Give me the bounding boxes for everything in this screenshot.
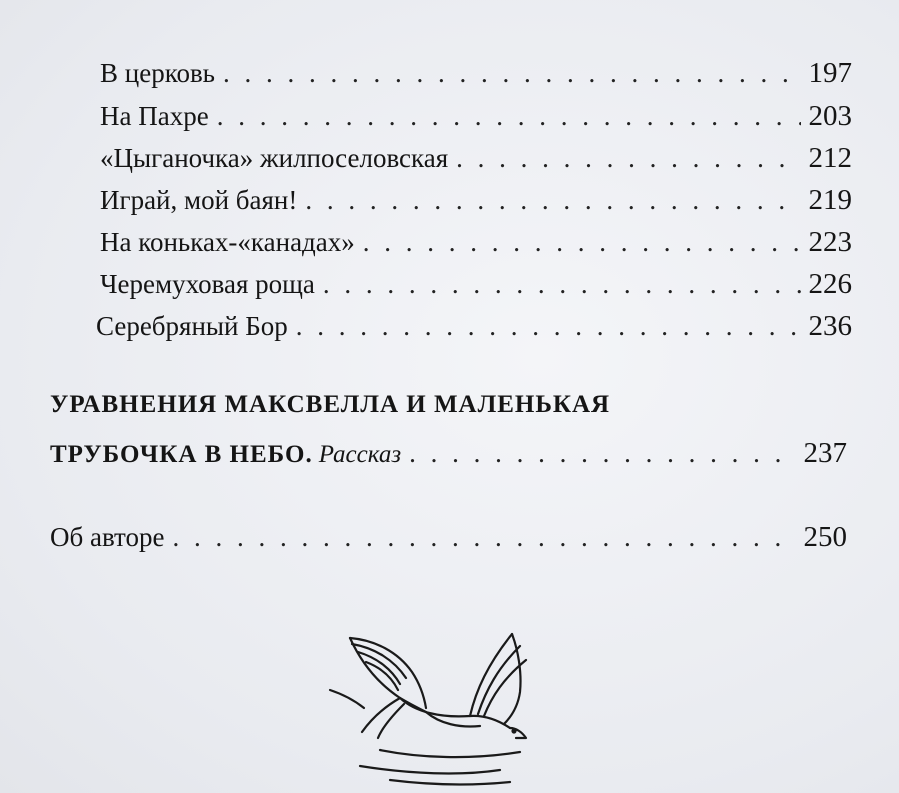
toc-entry-title: «Цыганочка» жилпоселовская [100, 143, 449, 173]
story-title-line2: ТРУБОЧКА В НЕБО. Рассказ [50, 441, 402, 468]
bird-icon [320, 620, 560, 790]
about-author-entry [50, 521, 847, 553]
about-author-title: Об авторе [50, 522, 165, 552]
toc-entry [100, 268, 852, 300]
toc-entry-page: 197 [808, 57, 852, 89]
toc-entry [100, 226, 852, 258]
dot-leader [172, 521, 795, 553]
toc-entry [100, 57, 852, 89]
about-author-page: 250 [803, 521, 847, 553]
toc-entry-title: Серебряный Бор [96, 311, 288, 341]
toc-entry-title: В церковь [100, 58, 216, 88]
dot-leader [323, 268, 801, 300]
toc-entry-title: На коньках-«канадах» [100, 227, 355, 257]
toc-entry-page: 236 [808, 310, 852, 342]
dot-leader [409, 437, 795, 469]
dot-leader [363, 226, 801, 258]
dot-leader [223, 57, 800, 89]
story-entry [50, 437, 847, 471]
story-page: 237 [803, 437, 847, 469]
toc-entry-title: На Пахре [100, 101, 209, 131]
story-title-line1: УРАВНЕНИЯ МАКСВЕЛЛА И МАЛЕНЬКАЯ [50, 391, 611, 418]
dot-leader [305, 184, 800, 216]
toc-entry-page: 203 [808, 100, 852, 132]
toc-entry-title: Черемуховая роща [100, 269, 315, 299]
toc-entry [100, 184, 852, 216]
toc-entry-page: 219 [808, 184, 852, 216]
toc-entry [100, 100, 852, 132]
dot-leader [217, 100, 801, 132]
dot-leader [296, 310, 801, 342]
toc-entry [96, 310, 852, 342]
dot-leader [456, 142, 800, 174]
story-genre: Рассказ [318, 441, 402, 468]
toc-entry-page: 212 [808, 142, 852, 174]
toc-entry-page: 223 [808, 226, 852, 258]
toc-entry [100, 142, 852, 174]
toc-entry-page: 226 [808, 268, 852, 300]
toc-entry-title: Играй, мой баян! [100, 185, 298, 215]
